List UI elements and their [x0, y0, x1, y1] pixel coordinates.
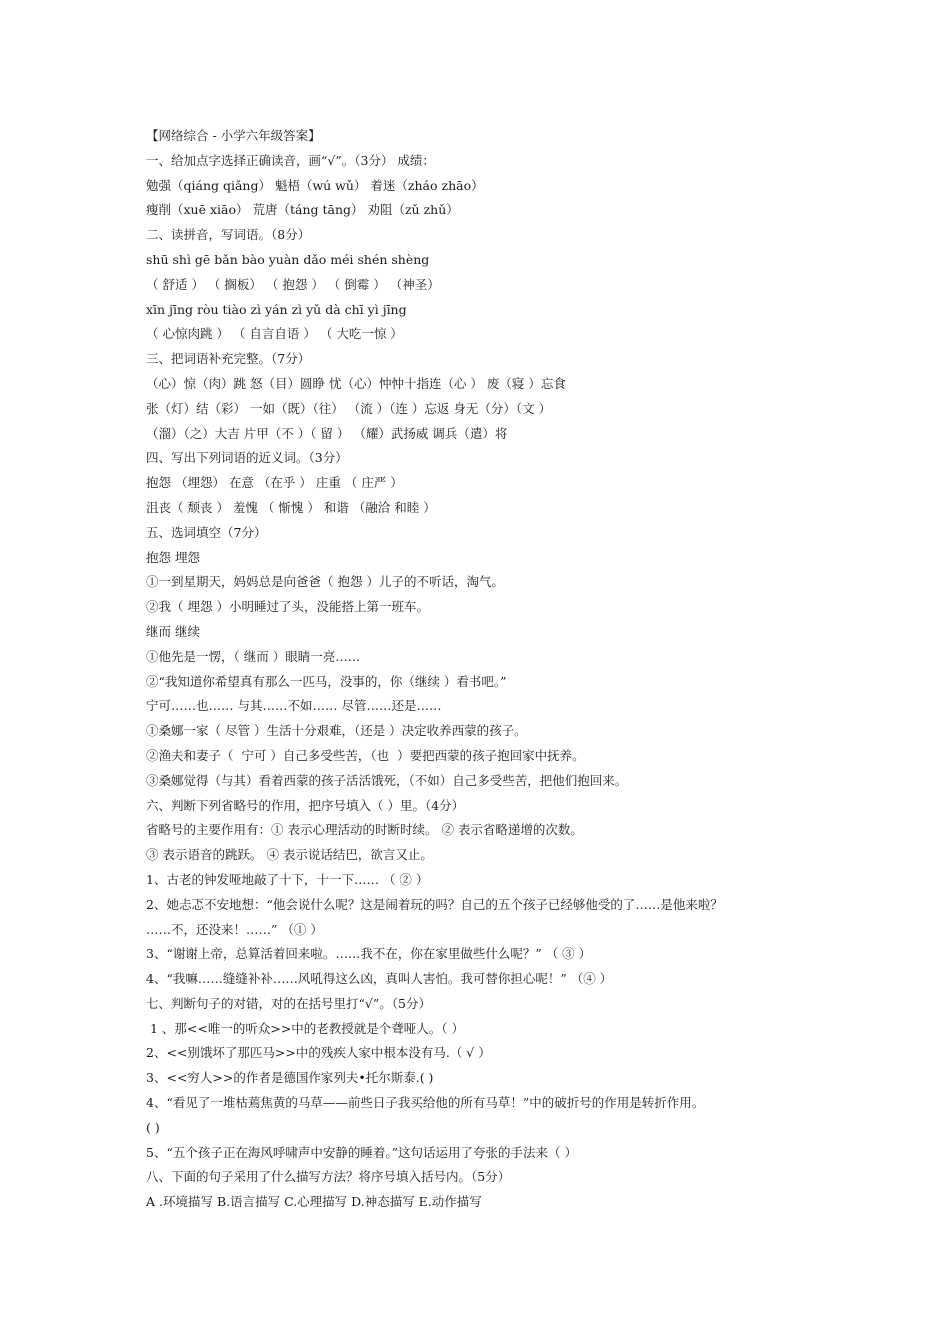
section-heading: 三、把词语补充完整。（7分） [146, 351, 311, 367]
text-line: 沮丧（ 颓丧 ） 羞愧 （ 惭愧 ） 和谐 （融洽 和睦 ） [146, 499, 436, 515]
section-heading: 五、选词填空（7分） [146, 524, 267, 540]
word-pair: 继而 继续 [146, 623, 200, 639]
text-line: ①桑娜一家（ 尽管 ）生活十分艰难，（还是 ）决定收养西蒙的孩子。 [146, 723, 527, 739]
section-heading: 七、判断句子的对错，对的在括号里打“√”。（5分） [146, 995, 431, 1011]
text-line: ②渔夫和妻子（ 宁可 ）自己多受些苦，（也 ）要把西蒙的孩子抱回家中抚养。 [146, 747, 585, 763]
question-line: ……不，还没来！……” （① ） [146, 921, 323, 937]
options-line: A .环境描写 B.语言描写 C.心理描写 D.神态描写 E.动作描写 [146, 1194, 482, 1210]
text-line: 抱怨 （埋怨） 在意 （在乎 ） 庄重 （ 庄严 ） [146, 475, 403, 491]
text-line: ①他先是一愣，（ 继而 ）眼睛一亮…… [146, 648, 361, 664]
question-line: 2、<<别饿坏了那匹马>>中的残疾人家中根本没有马.（ √ ） [146, 1045, 491, 1061]
word-pair: 宁可……也…… 与其……不如…… 尽管……还是…… [146, 698, 442, 714]
text-line: ②“我知道你希望真有那么一匹马，没事的，你（继续 ）看书吧。” [146, 673, 507, 689]
text-line: ②我（ 埋怨 ）小明睡过了头，没能搭上第一班车。 [146, 599, 429, 615]
text-line: （心）惊（肉）跳 怒（目）圆睁 忧（心）忡忡十指连（心 ） 废（寝 ）忘食 [146, 375, 566, 391]
question-line: 5、“五个孩子正在海风呼啸声中安静的睡着。”这句话运用了夸张的手法来（ ） [146, 1144, 577, 1160]
question-line: 3、“谢谢上帝，总算活着回来啦。……我不在，你在家里做些什么呢？” （ ③ ） [146, 946, 592, 962]
section-heading: 六、判断下列省略号的作用，把序号填入（ ）里。（4分） [146, 797, 465, 813]
text-line: （溜）（之）大吉 片甲（不 ）（ 留 ） （耀）武扬威 调兵（遣）将 [146, 425, 508, 441]
question-line: 1、古老的钟发哑地敲了十下，十一下…… （ ② ） [146, 871, 429, 887]
text-line: ③桑娜觉得（与其）看着西蒙的孩子活活饿死，（不如）自己多受些苦，把他们抱回来。 [146, 772, 628, 788]
question-line: 4、“看见了一堆枯蔫焦黄的马草——前些日子我买给他的所有马草！”中的破折号的作用是转折作用。 [146, 1095, 705, 1111]
question-line: 1 、那<<唯一的听众>>中的老教授就是个聋哑人。（ ） [146, 1020, 465, 1036]
question-line: 4、“我嘛……缝缝补补……风吼得这么凶，真叫人害怕。我可替你担心呢！” （④ ） [146, 971, 613, 987]
text-line: 勉强（qiáng qiǎng） 魁梧（wú wǔ） 着迷（zháo zhāo） [146, 177, 484, 193]
pinyin-line: xīn jīng ròu tiào zì yán zì yǔ dà chī yì jīng [146, 301, 407, 317]
question-line: 2、她忐忑不安地想：“他会说什么呢？这是闹着玩的吗？自己的五个孩子已经够他受的了……是他来啦？ [146, 896, 723, 912]
text-line: 张（灯）结（彩） 一如（既）（往） （流 ）（连 ）忘返 身无（分）（文 ） [146, 400, 552, 416]
question-line: ( ) [146, 1119, 160, 1135]
answer-sheet-body [146, 124, 826, 1215]
text-line: 瘦削（xuē xiāo） 荒唐（táng tāng） 劝阻（zǔ zhǔ） [146, 202, 459, 218]
question-line: 3、<<穷人>>的作者是德国作家列夫•托尔斯泰.( ) [146, 1070, 434, 1086]
text-line: 省略号的主要作用有：① 表示心理活动的时断时续。 ② 表示省略递增的次数。 [146, 822, 583, 838]
word-pair: 抱怨 埋怨 [146, 549, 200, 565]
section-heading: 八、下面的句子采用了什么描写方法？将序号填入括号内。（5分） [146, 1169, 511, 1185]
section-heading: 二、读拼音，写词语。（8分） [146, 227, 311, 243]
section-heading: 一、给加点字选择正确读音，画“√”。（3分） 成绩： [146, 152, 435, 168]
section-heading: 四、写出下列词语的近义词。（3分） [146, 450, 348, 466]
document-title: 【网络综合 - 小学六年级答案】 [146, 128, 321, 143]
text-line: ①一到星期天，妈妈总是向爸爸（ 抱怨 ）儿子的不听话，淘气。 [146, 574, 504, 590]
text-line: ③ 表示语音的跳跃。 ④ 表示说话结巴，欲言又止。 [146, 847, 433, 863]
text-line: （ 心惊肉跳 ） （ 自言自语 ） （ 大吃一惊 ） [146, 326, 403, 342]
pinyin-line: shū shì gē bǎn bào yuàn dǎo méi shén shèng [146, 251, 430, 267]
text-line: （ 舒适 ） （ 搁板） （ 抱怨 ） （ 倒霉 ） （神圣） [146, 276, 440, 292]
